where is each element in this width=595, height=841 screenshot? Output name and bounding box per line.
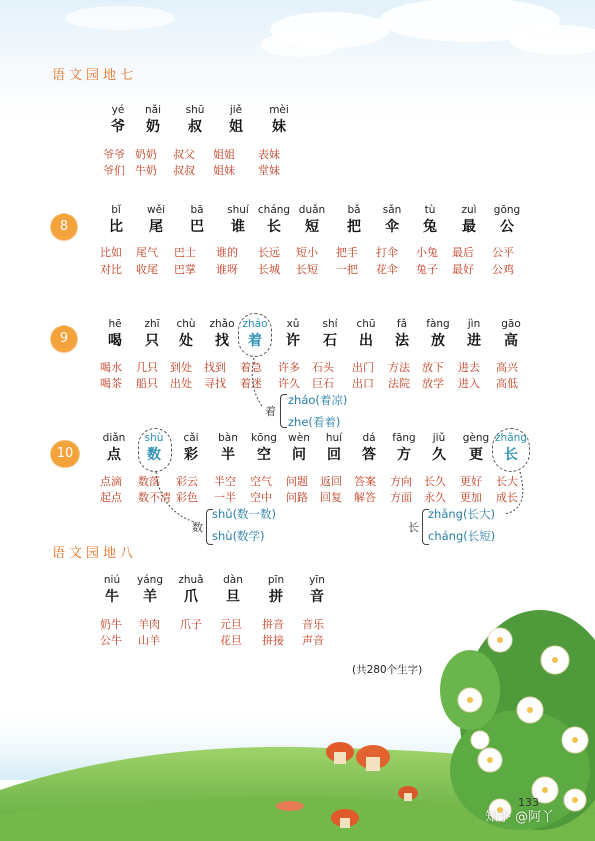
word: 空中	[250, 491, 272, 504]
word: 成长	[496, 491, 518, 504]
total-characters-note: (共280个生字)	[352, 664, 423, 676]
pinyin: zhuǎ	[178, 574, 204, 586]
word: 元旦	[220, 618, 242, 631]
word: 公鸡	[492, 263, 514, 276]
hanzi: 喝	[108, 333, 122, 349]
hanzi: 石	[323, 333, 337, 349]
word: 方法	[388, 361, 410, 374]
hanzi: 长	[504, 447, 518, 463]
hanzi: 回	[327, 447, 341, 463]
pinyin: kōng	[251, 432, 277, 444]
word: 空气	[250, 475, 272, 488]
word: 答案	[354, 475, 376, 488]
pinyin: dàn	[223, 574, 243, 586]
word: 长大	[496, 475, 518, 488]
hanzi: 短	[305, 219, 319, 235]
pinyin: niú	[103, 574, 121, 586]
hanzi: 音	[310, 589, 324, 605]
polyphone-reading: shù(数学)	[212, 529, 265, 543]
word: 比如	[100, 246, 122, 259]
pinyin: chū	[356, 318, 376, 330]
word: 出门	[352, 361, 374, 374]
word: 谁呀	[216, 263, 238, 276]
hanzi: 处	[179, 333, 193, 349]
polyphone-reading: zháo(着凉)	[288, 393, 348, 407]
word: 姐妹	[213, 164, 235, 177]
word: 方面	[390, 491, 412, 504]
word: 叔父	[173, 148, 195, 161]
hanzi: 姐	[229, 119, 243, 135]
hanzi: 奶	[146, 119, 160, 135]
pinyin: zhī	[144, 318, 160, 330]
pinyin: xǔ	[286, 318, 300, 330]
word: 音乐	[302, 618, 324, 631]
word: 放下	[422, 361, 444, 374]
word: 长久	[424, 475, 446, 488]
word: 长城	[258, 263, 280, 276]
hanzi: 法	[395, 333, 409, 349]
word: 收尾	[136, 263, 158, 276]
word: 把手	[336, 246, 358, 259]
word: 许多	[278, 361, 300, 374]
word: 船只	[136, 377, 158, 390]
hanzi: 最	[462, 219, 476, 235]
word: 花旦	[220, 634, 242, 647]
hanzi: 叔	[188, 119, 202, 135]
word: 方向	[390, 475, 412, 488]
hanzi: 伞	[385, 219, 399, 235]
hanzi: 旦	[226, 589, 240, 605]
hanzi: 巴	[190, 219, 204, 235]
word: 爷爷	[103, 148, 125, 161]
hanzi: 久	[432, 447, 446, 463]
word: 寻找	[204, 377, 226, 390]
pinyin: gèng	[462, 432, 490, 444]
word: 长短	[296, 263, 318, 276]
word: 找到	[204, 361, 226, 374]
pinyin: jiǔ	[432, 432, 446, 444]
word: 进入	[458, 377, 480, 390]
lesson-number-badge: 10	[51, 441, 79, 467]
word: 进去	[458, 361, 480, 374]
polyphone-reading: shǔ(数一数)	[212, 507, 277, 521]
hanzi: 尾	[149, 219, 163, 235]
word: 回复	[320, 491, 342, 504]
word: 更加	[460, 491, 482, 504]
word: 出处	[170, 377, 192, 390]
word: 返回	[320, 475, 342, 488]
word: 小兔	[416, 246, 438, 259]
watermark: 知乎 @阿丫	[485, 810, 555, 825]
hanzi: 着	[248, 333, 262, 349]
section-title-yuwen7: 语文园地七	[52, 68, 138, 83]
pinyin: cháng	[257, 204, 291, 216]
polyphone-key: 着	[265, 405, 276, 418]
word: 解答	[354, 491, 376, 504]
word: 着迷	[240, 377, 262, 390]
pinyin: bǎ	[347, 204, 361, 216]
hanzi: 进	[467, 333, 481, 349]
hanzi: 比	[109, 219, 123, 235]
word: 永久	[424, 491, 446, 504]
pinyin: shū	[185, 104, 205, 116]
word: 尾气	[136, 246, 158, 259]
word: 着急	[240, 361, 262, 374]
pinyin: sǎn	[382, 204, 402, 216]
word: 短小	[296, 246, 318, 259]
word: 山羊	[138, 634, 160, 647]
word: 问路	[286, 491, 308, 504]
pinyin: fǎ	[396, 318, 408, 330]
pinyin: nǎi	[144, 104, 161, 116]
hanzi: 把	[347, 219, 361, 235]
pinyin: bǐ	[111, 204, 121, 216]
word: 奶牛	[100, 618, 122, 631]
pinyin: chù	[176, 318, 196, 330]
hanzi: 半	[221, 447, 235, 463]
word: 拼音	[262, 618, 284, 631]
word: 羊肉	[138, 618, 160, 631]
hanzi: 高	[504, 333, 518, 349]
hanzi: 许	[286, 333, 300, 349]
polyphone-reading: cháng(长短)	[428, 529, 496, 543]
word: 彩云	[176, 475, 198, 488]
hanzi: 羊	[143, 589, 157, 605]
word: 姐姐	[213, 148, 235, 161]
pinyin: yīn	[309, 574, 325, 586]
pinyin: mèi	[269, 104, 289, 116]
pinyin: cǎi	[183, 432, 199, 444]
word: 许久	[278, 377, 300, 390]
pinyin: jiě	[229, 104, 243, 116]
word: 半空	[214, 475, 236, 488]
pinyin: shí	[322, 318, 338, 330]
lesson-number-badge: 9	[51, 326, 77, 352]
pinyin: duǎn	[298, 204, 326, 216]
word: 最好	[452, 263, 474, 276]
hanzi: 点	[107, 447, 121, 463]
word: 叔叔	[173, 164, 195, 177]
word: 兔子	[416, 263, 438, 276]
word: 对比	[100, 263, 122, 276]
word: 数不清	[138, 491, 171, 504]
pinyin: bā	[190, 204, 204, 216]
pinyin: shuí	[227, 204, 249, 216]
word: 谁的	[216, 246, 238, 259]
word: 一把	[336, 263, 358, 276]
polyphone-reading: zhe(看着)	[288, 415, 341, 429]
pinyin: fàng	[426, 318, 450, 330]
section-title-yuwen8: 语文园地八	[52, 546, 138, 561]
word: 爷们	[103, 164, 125, 177]
word: 巨石	[312, 377, 334, 390]
word: 公牛	[100, 634, 122, 647]
hanzi: 爷	[111, 119, 125, 135]
lesson-number-badge: 8	[51, 214, 77, 240]
word: 起点	[100, 491, 122, 504]
word: 彩色	[176, 491, 198, 504]
word: 牛奶	[135, 164, 157, 177]
word: 放学	[422, 377, 444, 390]
hanzi: 妹	[272, 119, 286, 135]
polyphone-key: 数	[192, 521, 203, 534]
pinyin: tù	[424, 204, 436, 216]
page-number: 133	[518, 796, 539, 809]
hanzi: 放	[431, 333, 445, 349]
hanzi: 谁	[231, 219, 245, 235]
word: 到处	[170, 361, 192, 374]
word: 爪子	[180, 618, 202, 631]
hanzi: 公	[500, 219, 514, 235]
polyphone-key: 长	[408, 521, 419, 534]
word: 公平	[492, 246, 514, 259]
pinyin: zháo	[242, 318, 268, 330]
hanzi: 兔	[423, 219, 437, 235]
pinyin: wèn	[288, 432, 310, 444]
pinyin: wěi	[147, 204, 165, 216]
word: 问题	[286, 475, 308, 488]
pinyin: zuì	[461, 204, 477, 216]
pinyin: zhǎo	[209, 318, 235, 330]
word: 表妹	[258, 148, 280, 161]
word: 打伞	[376, 246, 398, 259]
hanzi: 数	[147, 447, 161, 463]
word: 几只	[136, 361, 158, 374]
word: 声音	[302, 634, 324, 647]
pinyin: yáng	[137, 574, 163, 586]
pinyin: zhǎng	[495, 432, 527, 444]
hanzi: 方	[397, 447, 411, 463]
pinyin: dá	[362, 432, 376, 444]
pinyin: gōng	[493, 204, 521, 216]
hanzi: 牛	[105, 589, 119, 605]
hanzi: 找	[215, 333, 229, 349]
pinyin: huí	[325, 432, 343, 444]
pinyin: bàn	[218, 432, 238, 444]
word: 一半	[214, 491, 236, 504]
hanzi: 问	[292, 447, 306, 463]
pinyin: diǎn	[102, 432, 126, 444]
hanzi: 空	[257, 447, 271, 463]
hanzi: 彩	[184, 447, 198, 463]
word: 法院	[388, 377, 410, 390]
pinyin: hē	[108, 318, 122, 330]
hanzi: 爪	[184, 589, 198, 605]
pinyin: pīn	[267, 574, 285, 586]
word: 花伞	[376, 263, 398, 276]
word: 石头	[312, 361, 334, 374]
pinyin: gāo	[501, 318, 521, 330]
word: 最后	[452, 246, 474, 259]
word: 奶奶	[135, 148, 157, 161]
hanzi: 只	[145, 333, 159, 349]
word: 堂妹	[258, 164, 280, 177]
word: 喝茶	[100, 377, 122, 390]
word: 拼接	[262, 634, 284, 647]
hanzi: 答	[362, 447, 376, 463]
hanzi: 拼	[269, 589, 283, 605]
word: 更好	[460, 475, 482, 488]
pinyin: jìn	[467, 318, 481, 330]
word: 出口	[352, 377, 374, 390]
hanzi: 长	[267, 219, 281, 235]
word: 点滴	[100, 475, 122, 488]
polyphone-reading: zhǎng(长大)	[428, 507, 495, 521]
word: 长远	[258, 246, 280, 259]
hanzi: 更	[469, 447, 483, 463]
hanzi: 出	[359, 333, 373, 349]
pinyin: shù	[144, 432, 164, 444]
word: 高兴	[496, 361, 518, 374]
word: 喝水	[100, 361, 122, 374]
pinyin: yé	[111, 104, 125, 116]
word: 巴士	[174, 246, 196, 259]
word: 数落	[138, 475, 160, 488]
pinyin: fāng	[392, 432, 416, 444]
word: 高低	[496, 377, 518, 390]
word: 巴掌	[174, 263, 196, 276]
